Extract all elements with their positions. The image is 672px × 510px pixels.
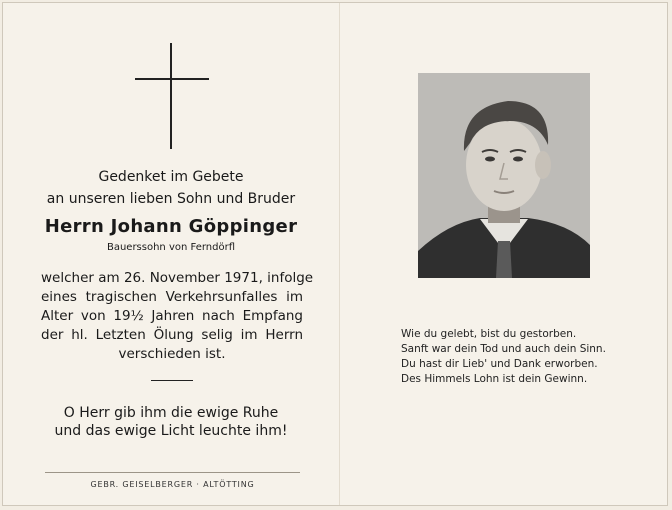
memorial-poem (401, 327, 606, 387)
cross-icon (135, 43, 209, 151)
intro-line-1: Gedenket im Gebete (98, 169, 244, 185)
obituary-line: verschieden ist. (118, 346, 226, 362)
poem-line: Wie du gelebt, bist du gestorben. (401, 328, 577, 340)
obituary-line: der hl. Letzten Ölung selig im Herrn (41, 327, 303, 343)
portrait-photo (418, 73, 590, 278)
memorial-card (2, 2, 668, 506)
footer-rule (45, 472, 300, 473)
poem-line: Des Himmels Lohn ist dein Gewinn. (401, 373, 588, 385)
obituary-line: Alter von 19½ Jahren nach Empfang (41, 308, 303, 324)
printer-imprint: GEBR. GEISELBERGER · ALTÖTTING (90, 480, 255, 489)
divider-dash (151, 380, 193, 381)
obituary-text (41, 269, 314, 364)
poem-line: Sanft war dein Tod und auch dein Sinn. (401, 343, 606, 355)
poem-line: Du hast dir Lieb' und Dank erworben. (401, 358, 598, 370)
intro-line-2: an unseren lieben Sohn und Bruder (46, 191, 296, 207)
prayer-line-2: und das ewige Licht leuchte ihm! (54, 423, 288, 439)
deceased-name: Herrn Johann Göppinger (44, 216, 298, 237)
obituary-line: eines tragischen Verkehrsunfalles im (41, 289, 303, 305)
prayer-line-1: O Herr gib ihm die ewige Ruhe (63, 405, 279, 421)
deceased-subtitle: Bauerssohn von Ferndörfl (106, 242, 236, 253)
obituary-line: welcher am 26. November 1971, infolge (41, 270, 314, 286)
left-panel (3, 3, 339, 505)
